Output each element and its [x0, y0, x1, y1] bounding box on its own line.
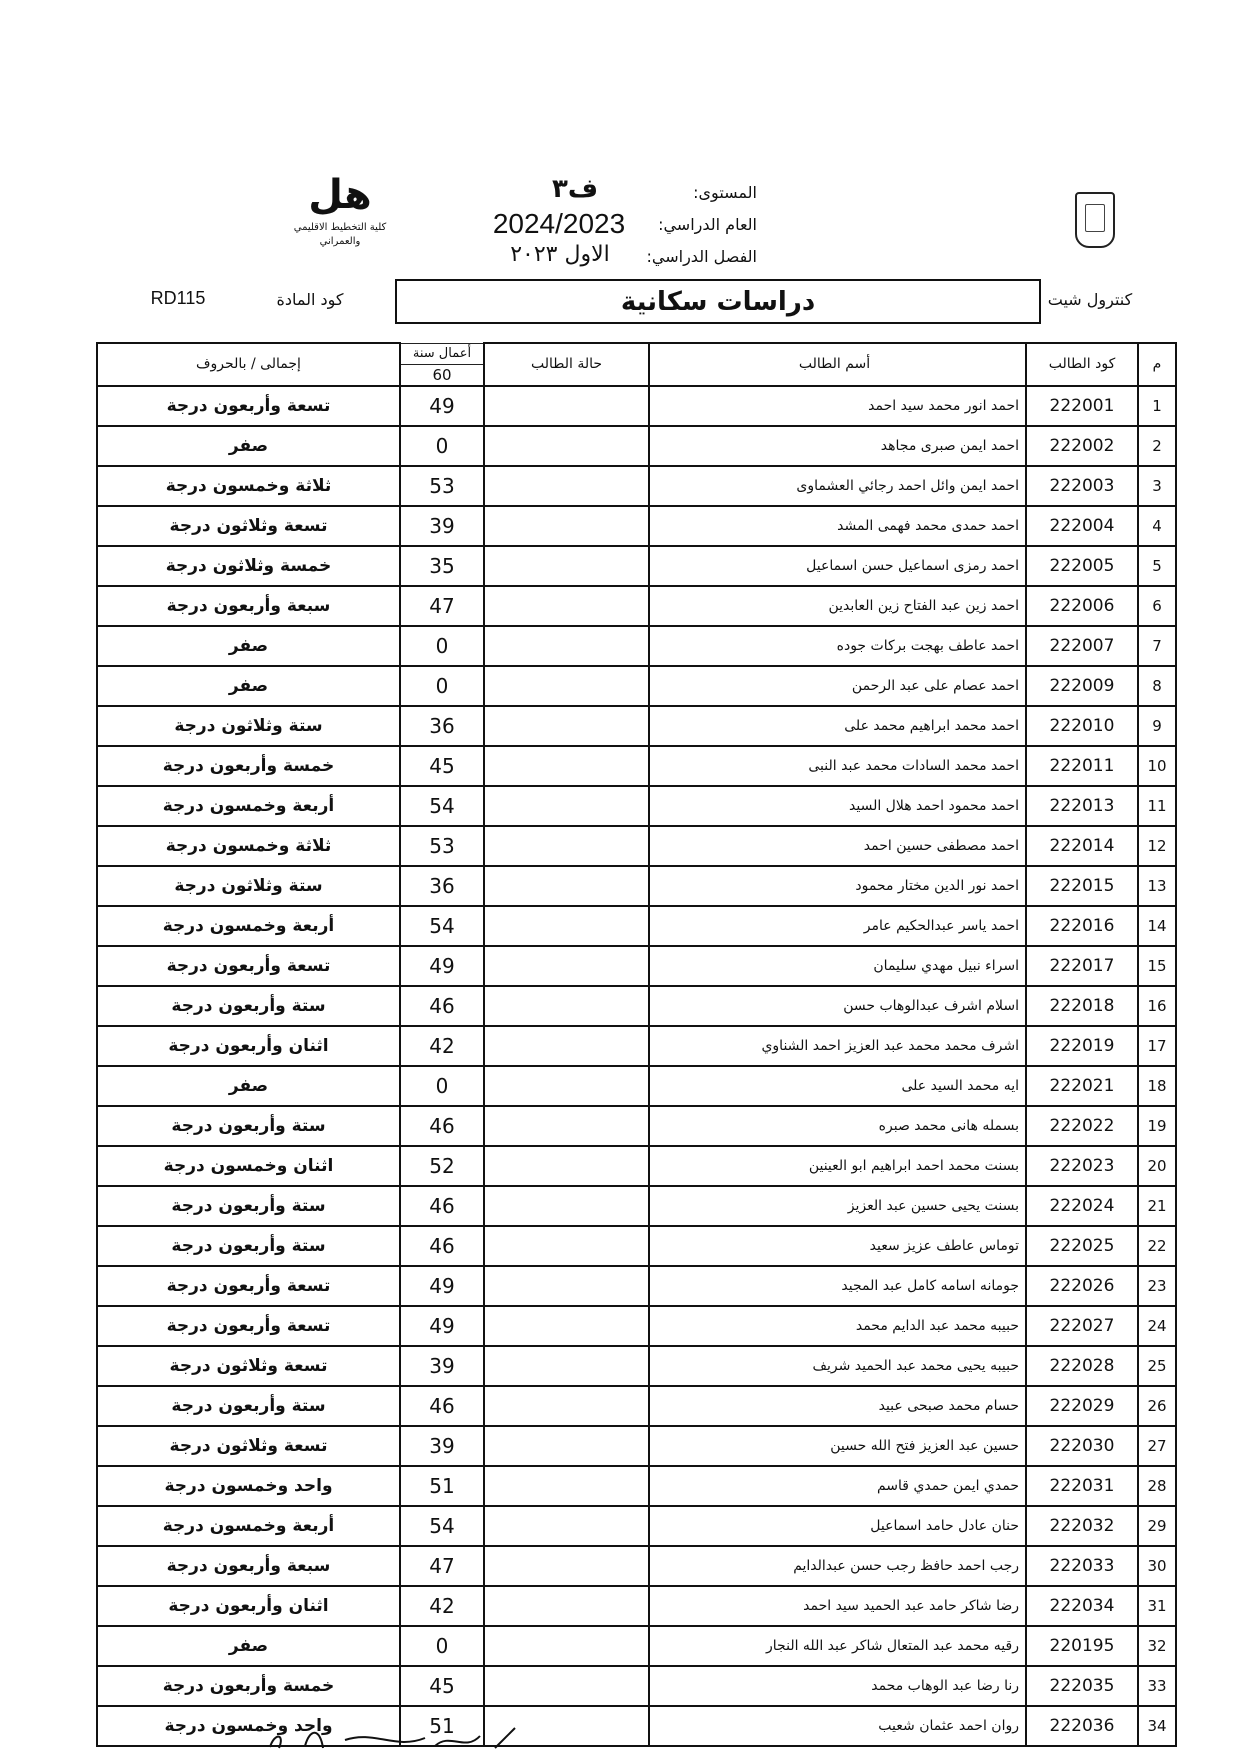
- level-value: ف٣: [551, 174, 599, 204]
- table-row: [97, 1466, 1176, 1506]
- student-status: [484, 1666, 649, 1706]
- student-code: 222016: [1026, 906, 1138, 946]
- score-in-words: ستة وأربعون درجة: [97, 1186, 400, 1226]
- student-code: 222006: [1026, 586, 1138, 626]
- year-work-score: 0: [400, 626, 484, 666]
- row-number: 3: [1138, 466, 1176, 506]
- score-in-words: سبعة وأربعون درجة: [97, 1546, 400, 1586]
- year-work-score: 54: [400, 906, 484, 946]
- year-work-score: 49: [400, 1266, 484, 1306]
- row-number: 31: [1138, 1586, 1176, 1626]
- year-work-score: 53: [400, 466, 484, 506]
- row-number: 18: [1138, 1066, 1176, 1106]
- table-row: [97, 386, 1176, 426]
- row-number: 14: [1138, 906, 1176, 946]
- year-work-score: 46: [400, 1106, 484, 1146]
- row-number: 24: [1138, 1306, 1176, 1346]
- student-code: 222026: [1026, 1266, 1138, 1306]
- student-name: جومانه اسامه كامل عبد المجيد: [649, 1266, 1026, 1306]
- student-name: ايه محمد السيد على: [649, 1066, 1026, 1106]
- table-row: [97, 506, 1176, 546]
- student-code: 222004: [1026, 506, 1138, 546]
- row-number: 6: [1138, 586, 1176, 626]
- row-number: 33: [1138, 1666, 1176, 1706]
- table-row: [97, 466, 1176, 506]
- student-status: [484, 786, 649, 826]
- student-name: بسمله هانى محمد صبره: [649, 1106, 1026, 1146]
- year-work-score: 46: [400, 986, 484, 1026]
- year-work-score: 49: [400, 386, 484, 426]
- year-work-score: 46: [400, 1186, 484, 1226]
- score-in-words: أربعة وخمسون درجة: [97, 906, 400, 946]
- year-work-score: 0: [400, 426, 484, 466]
- student-name: احمد نور الدين مختار محمود: [649, 866, 1026, 906]
- student-name: اشرف محمد محمد عبد العزيز احمد الشناوي: [649, 1026, 1026, 1066]
- student-name: احمد ياسر عبدالحكيم عامر: [649, 906, 1026, 946]
- table-row: [97, 1386, 1176, 1426]
- table-row: [97, 826, 1176, 866]
- table-row: [97, 1506, 1176, 1546]
- level-label: المستوى:: [693, 183, 757, 202]
- student-name: احمد حمدى محمد فهمى المشد: [649, 506, 1026, 546]
- row-number: 15: [1138, 946, 1176, 986]
- student-status: [484, 546, 649, 586]
- score-in-words: خمسة وثلاثون درجة: [97, 546, 400, 586]
- student-name: رضا شاكر حامد عبد الحميد سيد احمد: [649, 1586, 1026, 1626]
- table-row: [97, 866, 1176, 906]
- student-status: [484, 1586, 649, 1626]
- student-status: [484, 1506, 649, 1546]
- student-code: 222018: [1026, 986, 1138, 1026]
- table-row: [97, 1026, 1176, 1066]
- score-in-words: خمسة وأربعون درجة: [97, 1666, 400, 1706]
- student-name: بسنت يحيى حسين عبد العزيز: [649, 1186, 1026, 1226]
- student-code: 222035: [1026, 1666, 1138, 1706]
- year-work-score: 36: [400, 866, 484, 906]
- row-number: 20: [1138, 1146, 1176, 1186]
- student-code: 222013: [1026, 786, 1138, 826]
- student-code: 222029: [1026, 1386, 1138, 1426]
- student-status: [484, 1186, 649, 1226]
- student-status: [484, 586, 649, 626]
- score-in-words: صفر: [97, 666, 400, 706]
- year-work-score: 39: [400, 506, 484, 546]
- student-status: [484, 1346, 649, 1386]
- header-score-max: 60: [400, 364, 484, 386]
- table-header-row: [97, 343, 1176, 364]
- table-row: [97, 1706, 1176, 1746]
- table-row: [97, 586, 1176, 626]
- year-work-score: 46: [400, 1226, 484, 1266]
- student-code: 222024: [1026, 1186, 1138, 1226]
- table-row: [97, 426, 1176, 466]
- student-name: حمدي ايمن حمدي قاسم: [649, 1466, 1026, 1506]
- student-code: 222021: [1026, 1066, 1138, 1106]
- table-row: [97, 626, 1176, 666]
- row-number: 27: [1138, 1426, 1176, 1466]
- score-in-words: ستة وأربعون درجة: [97, 1226, 400, 1266]
- score-in-words: تسعة وأربعون درجة: [97, 1266, 400, 1306]
- row-number: 9: [1138, 706, 1176, 746]
- student-status: [484, 1026, 649, 1066]
- student-name: رجب احمد حافظ رجب حسن عبدالدايم: [649, 1546, 1026, 1586]
- student-name: بسنت محمد احمد ابراهيم ابو العينين: [649, 1146, 1026, 1186]
- student-name: حسين عبد العزيز فتح الله حسين: [649, 1426, 1026, 1466]
- student-code: 222017: [1026, 946, 1138, 986]
- table-row: [97, 706, 1176, 746]
- student-name: رنا رضا عبد الوهاب محمد: [649, 1666, 1026, 1706]
- faculty-logo: هل: [308, 172, 372, 218]
- row-number: 4: [1138, 506, 1176, 546]
- year-work-score: 0: [400, 1626, 484, 1666]
- course-code-label: كود المادة: [276, 290, 344, 309]
- row-number: 21: [1138, 1186, 1176, 1226]
- row-number: 17: [1138, 1026, 1176, 1066]
- student-name: اسراء نبيل مهدي سليمان: [649, 946, 1026, 986]
- year-work-score: 36: [400, 706, 484, 746]
- score-in-words: سبعة وأربعون درجة: [97, 586, 400, 626]
- student-code: 222022: [1026, 1106, 1138, 1146]
- student-status: [484, 386, 649, 426]
- table-row: [97, 1066, 1176, 1106]
- score-in-words: أربعة وخمسون درجة: [97, 786, 400, 826]
- year-work-score: 46: [400, 1386, 484, 1426]
- score-in-words: تسعة وثلاثون درجة: [97, 506, 400, 546]
- faculty-name-line1: كلية التخطيط الاقليمي: [293, 222, 387, 233]
- row-number: 5: [1138, 546, 1176, 586]
- header-score: أعمال سنة: [400, 343, 484, 364]
- student-status: [484, 1146, 649, 1186]
- student-name: احمد محمد ابراهيم محمد على: [649, 706, 1026, 746]
- student-name: حنان عادل حامد اسماعيل: [649, 1506, 1026, 1546]
- year-work-score: 45: [400, 746, 484, 786]
- student-name: حبيبه محمد عبد الدايم محمد: [649, 1306, 1026, 1346]
- course-code: RD115: [150, 288, 206, 308]
- table-row: [97, 1426, 1176, 1466]
- score-in-words: ستة وثلاثون درجة: [97, 706, 400, 746]
- student-code: 222001: [1026, 386, 1138, 426]
- course-title-box: [395, 279, 1041, 324]
- year-work-score: 0: [400, 666, 484, 706]
- term-value: الاول ٢٠٢٣: [510, 242, 610, 267]
- student-status: [484, 1226, 649, 1266]
- student-code: 222009: [1026, 666, 1138, 706]
- row-number: 8: [1138, 666, 1176, 706]
- student-status: [484, 746, 649, 786]
- table-row: [97, 1666, 1176, 1706]
- student-code: 222019: [1026, 1026, 1138, 1066]
- student-name: احمد ايمن وائل احمد رجائي العشماوى: [649, 466, 1026, 506]
- student-code: 222014: [1026, 826, 1138, 866]
- table-row: [97, 746, 1176, 786]
- row-number: 19: [1138, 1106, 1176, 1146]
- student-name: احمد رمزى اسماعيل حسن اسماعيل: [649, 546, 1026, 586]
- row-number: 25: [1138, 1346, 1176, 1386]
- student-status: [484, 1386, 649, 1426]
- student-status: [484, 1266, 649, 1306]
- table-row: [97, 666, 1176, 706]
- year-work-score: 45: [400, 1666, 484, 1706]
- student-name: احمد عصام على عبد الرحمن: [649, 666, 1026, 706]
- score-in-words: صفر: [97, 1066, 400, 1106]
- student-status: [484, 626, 649, 666]
- student-code: 222007: [1026, 626, 1138, 666]
- score-in-words: ثلاثة وخمسون درجة: [97, 826, 400, 866]
- student-code: 222033: [1026, 1546, 1138, 1586]
- student-status: [484, 426, 649, 466]
- year-work-score: 51: [400, 1466, 484, 1506]
- student-name: احمد مصطفى حسين احمد: [649, 826, 1026, 866]
- table-row: [97, 1546, 1176, 1586]
- row-number: 12: [1138, 826, 1176, 866]
- score-in-words: صفر: [97, 426, 400, 466]
- student-code: 220195: [1026, 1626, 1138, 1666]
- row-number: 10: [1138, 746, 1176, 786]
- year-work-score: 49: [400, 1306, 484, 1346]
- student-status: [484, 1306, 649, 1346]
- table-row: [97, 786, 1176, 826]
- student-status: [484, 946, 649, 986]
- student-code: 222032: [1026, 1506, 1138, 1546]
- student-code: 222015: [1026, 866, 1138, 906]
- score-in-words: تسعة وأربعون درجة: [97, 946, 400, 986]
- header-num: م: [1138, 343, 1176, 386]
- year-work-score: 39: [400, 1426, 484, 1466]
- student-name: روان احمد عثمان شعيب: [649, 1706, 1026, 1746]
- row-number: 7: [1138, 626, 1176, 666]
- student-name: احمد زين عبد الفتاح زين العابدين: [649, 586, 1026, 626]
- table-row: [97, 986, 1176, 1026]
- row-number: 28: [1138, 1466, 1176, 1506]
- row-number: 1: [1138, 386, 1176, 426]
- student-status: [484, 1546, 649, 1586]
- student-code: 222027: [1026, 1306, 1138, 1346]
- student-status: [484, 666, 649, 706]
- table-row: [97, 1226, 1176, 1266]
- student-code: 222003: [1026, 466, 1138, 506]
- row-number: 26: [1138, 1386, 1176, 1426]
- student-status: [484, 906, 649, 946]
- student-status: [484, 706, 649, 746]
- header-code: كود الطالب: [1026, 343, 1138, 386]
- score-in-words: تسعة وأربعون درجة: [97, 1306, 400, 1346]
- student-code: 222010: [1026, 706, 1138, 746]
- row-number: 30: [1138, 1546, 1176, 1586]
- table-row: [97, 1626, 1176, 1666]
- student-name: حبيبه يحيى محمد عبد الحميد شريف: [649, 1346, 1026, 1386]
- score-in-words: اثنان وخمسون درجة: [97, 1146, 400, 1186]
- control-sheet-label: كنترول شيت: [1047, 290, 1133, 309]
- student-status: [484, 826, 649, 866]
- student-status: [484, 1066, 649, 1106]
- score-in-words: صفر: [97, 1626, 400, 1666]
- table-row: [97, 906, 1176, 946]
- score-in-words: تسعة وثلاثون درجة: [97, 1426, 400, 1466]
- student-status: [484, 1626, 649, 1666]
- table-row: [97, 1306, 1176, 1346]
- table-row: [97, 1346, 1176, 1386]
- university-emblem-icon: [1075, 192, 1115, 248]
- row-number: 13: [1138, 866, 1176, 906]
- year-work-score: 51: [400, 1706, 484, 1746]
- student-code: 222028: [1026, 1346, 1138, 1386]
- faculty-name-line2: والعمراني: [319, 236, 361, 247]
- header-name: أسم الطالب: [649, 343, 1026, 386]
- row-number: 22: [1138, 1226, 1176, 1266]
- student-code: 222011: [1026, 746, 1138, 786]
- student-status: [484, 986, 649, 1026]
- score-in-words: ستة وأربعون درجة: [97, 986, 400, 1026]
- student-status: [484, 1106, 649, 1146]
- year-work-score: 47: [400, 586, 484, 626]
- year-work-score: 0: [400, 1066, 484, 1106]
- score-in-words: ستة وأربعون درجة: [97, 1106, 400, 1146]
- year-work-score: 39: [400, 1346, 484, 1386]
- score-in-words: تسعة وثلاثون درجة: [97, 1346, 400, 1386]
- student-status: [484, 1466, 649, 1506]
- term-label: الفصل الدراسي:: [646, 247, 757, 266]
- score-in-words: أربعة وخمسون درجة: [97, 1506, 400, 1546]
- student-status: [484, 1426, 649, 1466]
- row-number: 23: [1138, 1266, 1176, 1306]
- student-name: احمد ايمن صبرى مجاهد: [649, 426, 1026, 466]
- student-status: [484, 466, 649, 506]
- table-row: [97, 1266, 1176, 1306]
- student-code: 222031: [1026, 1466, 1138, 1506]
- table-row: [97, 546, 1176, 586]
- score-in-words: ستة وأربعون درجة: [97, 1386, 400, 1426]
- student-status: [484, 506, 649, 546]
- student-code: 222025: [1026, 1226, 1138, 1266]
- score-in-words: واحد وخمسون درجة: [97, 1466, 400, 1506]
- student-status: [484, 866, 649, 906]
- student-code: 222005: [1026, 546, 1138, 586]
- score-in-words: اثنان وأربعون درجة: [97, 1586, 400, 1626]
- table-row: [97, 1586, 1176, 1626]
- row-number: 34: [1138, 1706, 1176, 1746]
- grades-table-body: [97, 386, 1176, 1746]
- year-work-score: 49: [400, 946, 484, 986]
- student-code: 222034: [1026, 1586, 1138, 1626]
- student-name: احمد محمود احمد هلال السيد: [649, 786, 1026, 826]
- score-in-words: ثلاثة وخمسون درجة: [97, 466, 400, 506]
- table-row: [97, 1186, 1176, 1226]
- student-code: 222023: [1026, 1146, 1138, 1186]
- student-name: احمد عاطف بهجت بركات جوده: [649, 626, 1026, 666]
- grades-table: [96, 342, 1177, 1747]
- year-work-score: 42: [400, 1026, 484, 1066]
- student-name: حسام محمد صبحى عبيد: [649, 1386, 1026, 1426]
- student-code: 222036: [1026, 1706, 1138, 1746]
- student-name: توماس عاطف عزيز سعيد: [649, 1226, 1026, 1266]
- table-row: [97, 1106, 1176, 1146]
- student-code: 222030: [1026, 1426, 1138, 1466]
- score-in-words: ستة وثلاثون درجة: [97, 866, 400, 906]
- score-in-words: صفر: [97, 626, 400, 666]
- year-work-score: 52: [400, 1146, 484, 1186]
- year-work-score: 54: [400, 786, 484, 826]
- year-work-score: 42: [400, 1586, 484, 1626]
- table-row: [97, 946, 1176, 986]
- signature-icon: [265, 1722, 535, 1752]
- score-in-words: تسعة وأربعون درجة: [97, 386, 400, 426]
- row-number: 32: [1138, 1626, 1176, 1666]
- row-number: 29: [1138, 1506, 1176, 1546]
- year-label: العام الدراسي:: [658, 215, 757, 234]
- year-value: 2024/2023: [492, 208, 626, 239]
- score-in-words: اثنان وأربعون درجة: [97, 1026, 400, 1066]
- score-in-words: خمسة وأربعون درجة: [97, 746, 400, 786]
- student-name: رقيه محمد عبد المتعال شاكر عبد الله النجار: [649, 1626, 1026, 1666]
- year-work-score: 53: [400, 826, 484, 866]
- year-work-score: 47: [400, 1546, 484, 1586]
- student-name: اسلام اشرف عبدالوهاب حسن: [649, 986, 1026, 1026]
- header-status: حالة الطالب: [484, 343, 649, 386]
- year-work-score: 54: [400, 1506, 484, 1546]
- student-name: احمد محمد السادات محمد عبد النبى: [649, 746, 1026, 786]
- score-in-words: واحد وخمسون درجة: [97, 1706, 400, 1746]
- row-number: 16: [1138, 986, 1176, 1026]
- header-words: إجمالى / بالحروف: [97, 343, 400, 386]
- row-number: 2: [1138, 426, 1176, 466]
- course-title: دراسات سكانية: [620, 286, 816, 317]
- student-code: 222002: [1026, 426, 1138, 466]
- year-work-score: 35: [400, 546, 484, 586]
- student-name: احمد انور محمد سيد احمد: [649, 386, 1026, 426]
- row-number: 11: [1138, 786, 1176, 826]
- table-row: [97, 1146, 1176, 1186]
